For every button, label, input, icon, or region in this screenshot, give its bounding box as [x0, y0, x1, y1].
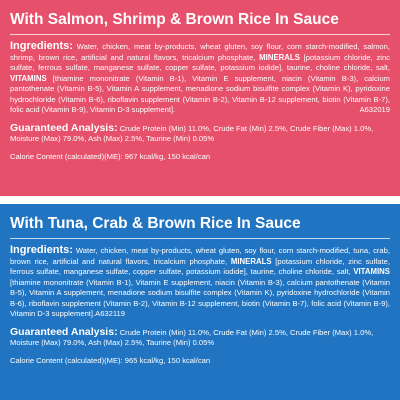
- ingredients-part2: [potassium chloride, zinc sulfate, ferrous sulfate, manganese sulfate, copper sulfate, potassium iodide], taurine, choline chloride, salt,: [10, 52, 390, 72]
- ga-label: Guaranteed Analysis:: [10, 121, 118, 134]
- guaranteed-analysis: [10, 327, 390, 348]
- tuna-crab-panel: [0, 204, 400, 400]
- vitamins-label: VITAMINS: [353, 267, 390, 276]
- ingredients-part3: [thiamine mononitrate (Vitamin B-1), Vitamin E supplement, niacin (Vitamin B-3), calcium pantothenate (Vitamin B-5), Vitamin A supplement, menadione sodium bisulfite complex (Vitamin K), pyridoxine hydrochloride (Vitamin B-6), riboflavin supplement (Vitamin B-2), Vitamin B-12 supplement, biotin (Vitamin B-7), folic acid (Vitamin B-9), Vitamin D-3 supplement].: [10, 73, 390, 114]
- panel-title: With Salmon, Shrimp & Brown Rice In Sauce: [10, 11, 339, 28]
- title-divider: [10, 238, 390, 239]
- ingredients-part2: [potassium chloride, zinc sulfate, ferrous sulfate, manganese sulfate, copper sulfate, potassium iodide], taurine, choline chloride, salt,: [10, 256, 390, 276]
- ingredients-label: Ingredients:: [10, 244, 73, 256]
- product-code: A632019: [359, 105, 390, 114]
- ingredients-part1: Water, chicken, meat by-products, wheat gluten, soy flour, corn starch-modified, salmon, shrimp, brown rice, artificial and natural flavors, tricalcium phosphate,: [10, 42, 390, 62]
- panel-title: With Tuna, Crab & Brown Rice In Sauce: [10, 215, 301, 232]
- ga-label: Guaranteed Analysis:: [10, 325, 118, 338]
- salmon-shrimp-panel: [0, 0, 400, 196]
- ga-text: Crude Protein (Min) 11.0%, Crude Fat (Min) 2.5%, Crude Fiber (Max) 1.0%, Moisture (Max) 79.0%, Ash (Max) 2.5%, Taurine (Min) 0.05%: [10, 327, 374, 347]
- title-divider: [10, 34, 390, 35]
- calorie-content: Calorie Content (calculated)(ME): 965 kcal/kg, 150 kcal/can: [10, 355, 211, 365]
- panel-divider: [0, 196, 400, 204]
- minerals-label: MINERALS: [230, 256, 272, 266]
- ingredients-text: [10, 245, 390, 320]
- product-code: A632119: [95, 309, 125, 318]
- minerals-label: MINERALS: [259, 52, 300, 62]
- vitamins-label: VITAMINS: [10, 73, 47, 83]
- ingredients-part3: [thiamine mononitrate (Vitamin B-1), Vitamin E supplement, niacin (Vitamin B-3), calcium pantothenate (Vitamin B-5), Vitamin A supplement, menadione sodium bisulfite complex (Vitamin K), pyridoxine hydrochloride (Vitamin B-6), riboflavin supplement (Vitamin B-2), Vitamin B-12 supplement, biotin (Vitamin B-7), folic acid (Vitamin B-9), Vitamin D-3 supplement].: [10, 277, 390, 318]
- ingredients-text: [10, 41, 390, 116]
- calorie-content: Calorie Content (calculated)(ME): 967 kcal/kg, 150 kcal/can: [10, 151, 211, 161]
- ingredients-label: Ingredients:: [10, 40, 73, 52]
- ga-text: Crude Protein (Min) 11.0%, Crude Fat (Min) 2.5%, Crude Fiber (Max) 1.0%, Moisture (Max) 79.0%, Ash (Max) 2.5%, Taurine (Min) 0.05%: [10, 123, 374, 143]
- ingredients-part1: Water, chicken, meat by-products, wheat gluten, soy flour, corn starch-modified, tuna, crab, brown rice, artificial and natural flavors, tricalcium phosphate,: [10, 246, 390, 266]
- guaranteed-analysis: [10, 123, 390, 144]
